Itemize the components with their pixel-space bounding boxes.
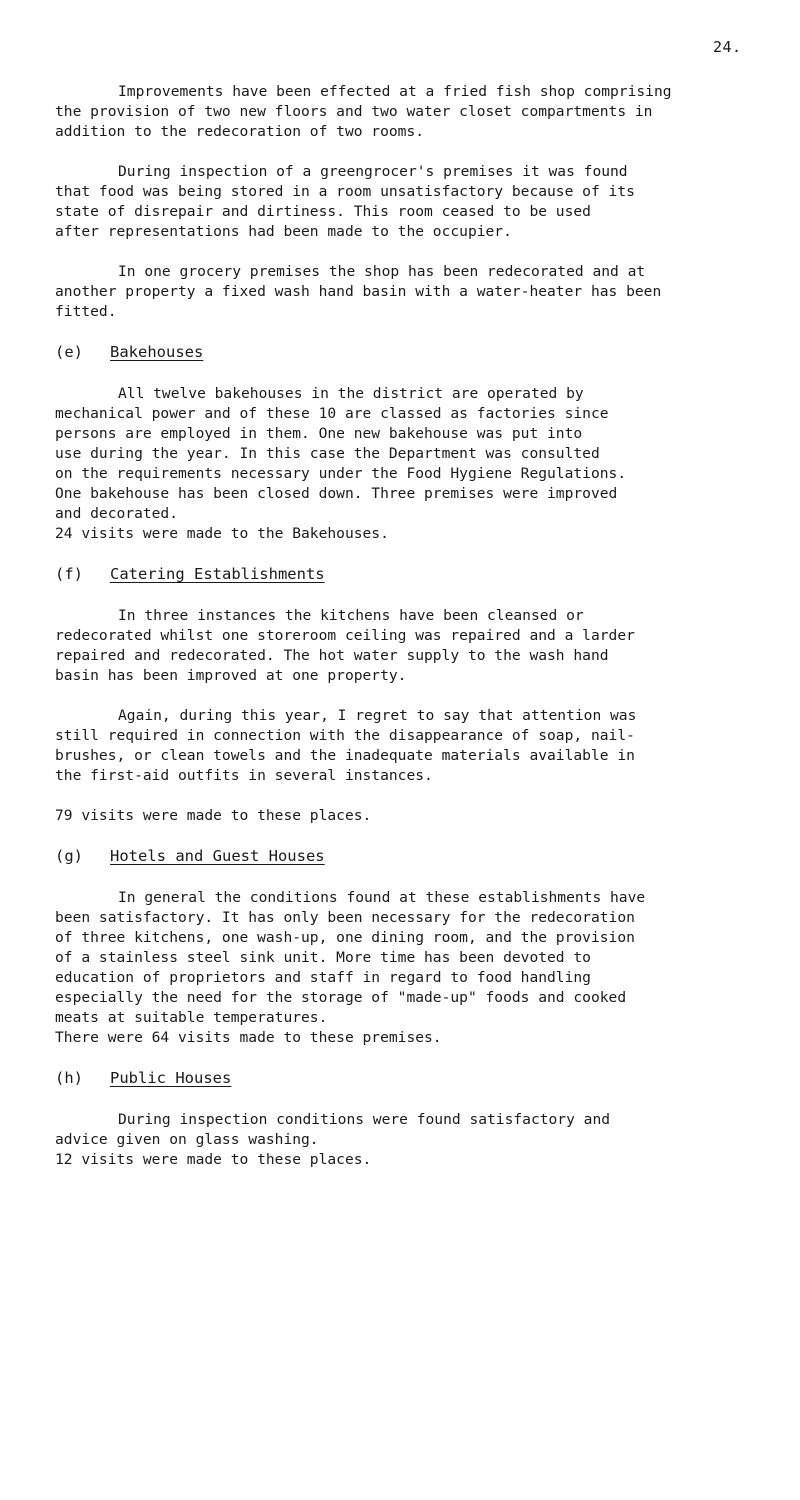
text-line: still required in connection with the disappearance of soap, nail- (55, 727, 635, 744)
text-line: There were 64 visits made to these premises. (55, 1029, 442, 1046)
text-line: During inspection of a greengrocer's premises it was found (118, 163, 628, 180)
paragraph (55, 1150, 760, 1170)
text-line: In one grocery premises the shop has been redecorated and at (118, 263, 646, 280)
text-line: 79 visits were made to these places. (55, 807, 372, 824)
paragraph (55, 1028, 760, 1048)
section-title: Public Houses (110, 1069, 232, 1087)
paragraph (55, 706, 760, 786)
text-line: In general the conditions found at these establishments have (118, 889, 646, 906)
paragraph (55, 82, 760, 142)
section-heading (55, 846, 760, 866)
text-line: advice given on glass washing. (55, 1131, 319, 1148)
section-letter: (e) (55, 343, 83, 361)
text-line: especially the need for the storage of "made-up" foods and cooked (55, 989, 627, 1006)
text-line: state of disrepair and dirtiness. This room ceased to be used (55, 203, 591, 220)
text-line: of three kitchens, one wash-up, one dining room, and the provision (55, 929, 635, 946)
section-hotels-and-guest-houses (55, 846, 760, 1048)
text-line: use during the year. In this case the Department was consulted (55, 445, 600, 462)
section-title: Catering Establishments (110, 565, 325, 583)
text-line: Again, during this year, I regret to say that attention was (118, 707, 637, 724)
text-line: education of proprietors and staff in regard to food handling (55, 969, 591, 986)
paragraph (55, 1110, 760, 1150)
text-line: repaired and redecorated. The hot water supply to the wash hand (55, 647, 609, 664)
text-line: mechanical power and of these 10 are classed as factories since (55, 405, 609, 422)
text-line: One bakehouse has been closed down. Three premises were improved (55, 485, 618, 502)
paragraph (55, 262, 760, 322)
section-letter: (g) (55, 847, 83, 865)
section-heading (55, 1068, 760, 1088)
text-line: 24 visits were made to the Bakehouses. (55, 525, 389, 542)
text-line: brushes, or clean towels and the inadequate materials available in (55, 747, 635, 764)
text-line: Improvements have been effected at a fried fish shop comprising (118, 83, 672, 100)
section-public-houses (55, 1068, 760, 1170)
paragraph (55, 162, 760, 242)
section-heading (55, 564, 760, 584)
text-line: that food was being stored in a room unsatisfactory because of its (55, 183, 635, 200)
text-line: the provision of two new floors and two water closet compartments in (55, 103, 653, 120)
section-title: Bakehouses (110, 343, 204, 361)
section-catering-establishments (55, 564, 760, 826)
text-line: on the requirements necessary under the Food Hygiene Regulations. (55, 465, 627, 482)
text-line: persons are employed in them. One new bakehouse was put into (55, 425, 583, 442)
text-line: fitted. (55, 303, 117, 320)
document-body (55, 82, 760, 1170)
paragraph (55, 806, 760, 826)
text-line: addition to the redecoration of two rooms. (55, 123, 425, 140)
text-line: redecorated whilst one storeroom ceiling was repaired and a larder (55, 627, 635, 644)
section-letter: (h) (55, 1069, 83, 1087)
page-number: 24. (713, 38, 742, 56)
text-line: of a stainless steel sink unit. More time has been devoted to (55, 949, 591, 966)
text-line: another property a fixed wash hand basin with a water-heater has been (55, 283, 662, 300)
section-bakehouses (55, 342, 760, 544)
text-line: been satisfactory. It has only been necessary for the redecoration (55, 909, 635, 926)
text-line: All twelve bakehouses in the district are operated by (118, 385, 584, 402)
text-line: meats at suitable temperatures. (55, 1009, 328, 1026)
text-line: and decorated. (55, 505, 179, 522)
paragraph (55, 524, 760, 544)
text-line: basin has been improved at one property. (55, 667, 407, 684)
text-line: In three instances the kitchens have been cleansed or (118, 607, 584, 624)
section-heading (55, 342, 760, 362)
text-line: after representations had been made to the occupier. (55, 223, 512, 240)
section-title: Hotels and Guest Houses (110, 847, 325, 865)
text-line: 12 visits were made to these places. (55, 1151, 372, 1168)
section-letter: (f) (55, 565, 83, 583)
paragraph (55, 606, 760, 686)
paragraph (55, 384, 760, 524)
text-line: the first-aid outfits in several instances. (55, 767, 433, 784)
text-line: During inspection conditions were found satisfactory and (118, 1111, 611, 1128)
paragraph (55, 888, 760, 1028)
